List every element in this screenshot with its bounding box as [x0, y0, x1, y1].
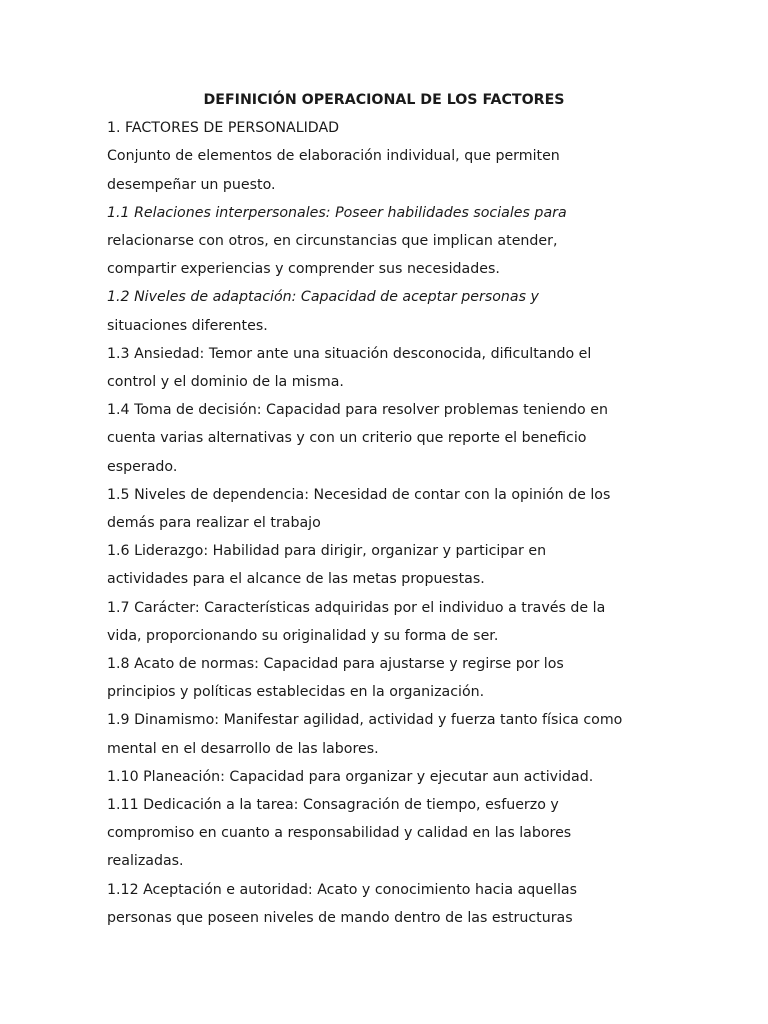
- document-line: vida, proporcionando su originalidad y su forma de ser.: [107, 627, 499, 644]
- document-line: 1.12 Aceptación e autoridad: Acato y conocimiento hacia aquellas: [107, 881, 577, 898]
- document-line: 1.10 Planeación: Capacidad para organizar y ejecutar aun actividad.: [107, 768, 594, 785]
- document-line: 1.5 Niveles de dependencia: Necesidad de contar con la opinión de los: [107, 486, 611, 503]
- document-line: personas que poseen niveles de mando dentro de las estructuras: [107, 909, 573, 926]
- document-line: esperado.: [107, 458, 178, 475]
- document-line: compromiso en cuanto a responsabilidad y calidad en las labores: [107, 825, 572, 842]
- document-line: mental en el desarrollo de las labores.: [107, 740, 379, 757]
- document-page: [107, 86, 627, 932]
- document-line: 1.2 Niveles de adaptación: Capacidad de aceptar personas y: [107, 289, 539, 306]
- document-line: 1.11 Dedicación a la tarea: Consagración de tiempo, esfuerzo y: [107, 797, 559, 814]
- document-line: compartir experiencias y comprender sus necesidades.: [107, 261, 500, 278]
- document-title: DEFINICIÓN OPERACIONAL DE LOS FACTORES: [203, 92, 565, 108]
- document-line: 1.7 Carácter: Características adquiridas por el individuo a través de la: [107, 599, 606, 616]
- document-line: 1.4 Toma de decisión: Capacidad para resolver problemas teniendo en: [107, 402, 608, 419]
- document-line: 1.6 Liderazgo: Habilidad para dirigir, organizar y participar en: [107, 543, 547, 560]
- document-line: 1.9 Dinamismo: Manifestar agilidad, actividad y fuerza tanto física como: [107, 712, 623, 729]
- document-line: 1.3 Ansiedad: Temor ante una situación desconocida, dificultando el: [107, 345, 592, 362]
- document-line: principios y políticas establecidas en la organización.: [107, 684, 485, 701]
- document-line: Conjunto de elementos de elaboración individual, que permiten: [107, 148, 560, 165]
- document-line: demás para realizar el trabajo: [107, 515, 321, 532]
- document-line: cuenta varias alternativas y con un criterio que reporte el beneficio: [107, 430, 587, 447]
- document-line: actividades para el alcance de las metas propuestas.: [107, 571, 485, 588]
- document-line: realizadas.: [107, 853, 184, 870]
- document-line: situaciones diferentes.: [107, 317, 268, 334]
- document-line: 1.1 Relaciones interpersonales: Poseer habilidades sociales para: [107, 204, 567, 221]
- document-line: 1. FACTORES DE PERSONALIDAD: [107, 120, 340, 137]
- document-line: 1.8 Acato de normas: Capacidad para ajustarse y regirse por los: [107, 656, 564, 673]
- document-line: desempeñar un puesto.: [107, 176, 276, 193]
- document-line: relacionarse con otros, en circunstancias que implican atender,: [107, 233, 558, 250]
- document-body: [107, 114, 627, 932]
- document-line: control y el dominio de la misma.: [107, 374, 344, 391]
